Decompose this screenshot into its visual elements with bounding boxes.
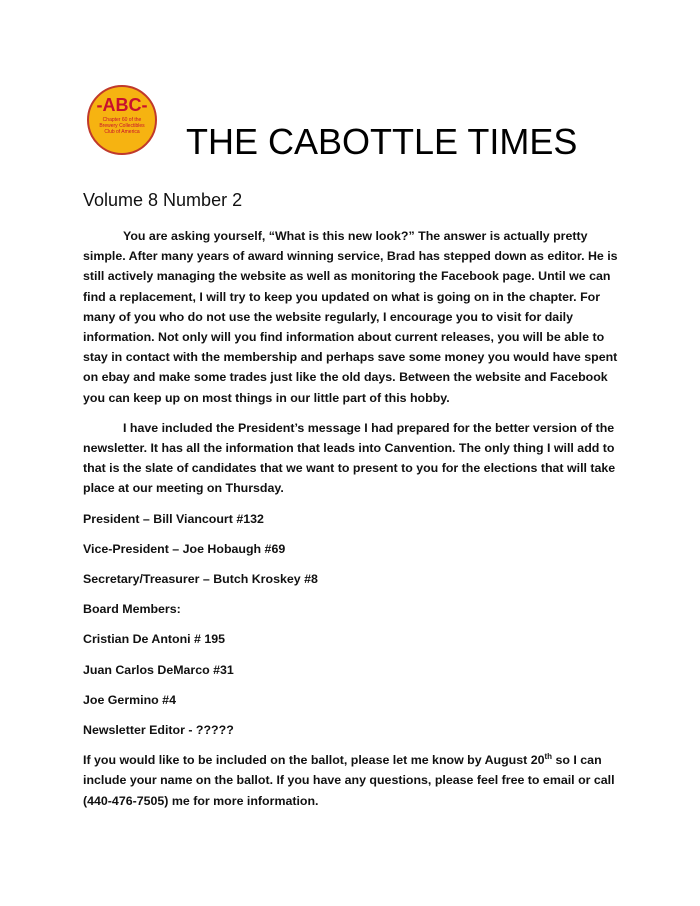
closing-text-part2: so I can include your name on the ballot. If you have any questions, please feel free to email or call (440-476-7505) me for more information. bbox=[83, 753, 615, 808]
board-member-1: Cristian De Antoni # 195 bbox=[83, 632, 226, 647]
newsletter-body bbox=[83, 226, 623, 811]
closing-text-part1: If you would like to be included on the ballot, please let me know by August 20 bbox=[83, 753, 545, 768]
candidate-vice-president: Vice-President – Joe Hobaugh #69 bbox=[83, 541, 286, 556]
board-member-3: Joe Germino #4 bbox=[83, 692, 176, 707]
logo-text: -ABC- bbox=[96, 95, 148, 115]
board-members-heading: Board Members: bbox=[83, 602, 181, 617]
candidate-president: President – Bill Viancourt #132 bbox=[83, 511, 264, 526]
newsletter-editor-line: Newsletter Editor - ????? bbox=[83, 723, 234, 738]
newsletter-title: THE CABOTTLE TIMES bbox=[186, 121, 578, 162]
closing-paragraph bbox=[83, 750, 623, 811]
president-message-paragraph: I have included the President’s message I had prepared for the better version of the newsletter. It has all the information that leads into Canvention. The only thing I will add to that is the slate of candidates that we want to present to you for the elections that will take place at our meeting on Thursday. bbox=[83, 420, 616, 496]
volume-number: Volume 8 Number 2 bbox=[83, 190, 243, 210]
intro-paragraph: You are asking yourself, “What is this new look?” The answer is actually pretty simple. After many years of award winning service, Brad has stepped down as editor. He is still actively managing the website as well as monitoring the Facebook page. Until we can find a replacement, I will try to keep you updated on what is going on in the chapter. For many of you who do not use the website regularly, I encourage you to visit for daily information. Not only will you find information about current releases, you will be able to stay in contact with the membership and perhaps save some money you would have spent on ebay and make some trades just like the old days. Between the website and Facebook you can keep up on most things in our little part of this hobby. bbox=[83, 229, 618, 405]
logo-subtext: Chapter 60 of the Brewery Collectibles Club of America bbox=[99, 117, 145, 135]
abc-logo bbox=[87, 85, 157, 155]
candidate-secretary-treasurer: Secretary/Treasurer – Butch Kroskey #8 bbox=[83, 572, 318, 587]
closing-superscript: th bbox=[544, 752, 553, 762]
board-member-2: Juan Carlos DeMarco #31 bbox=[83, 662, 234, 677]
